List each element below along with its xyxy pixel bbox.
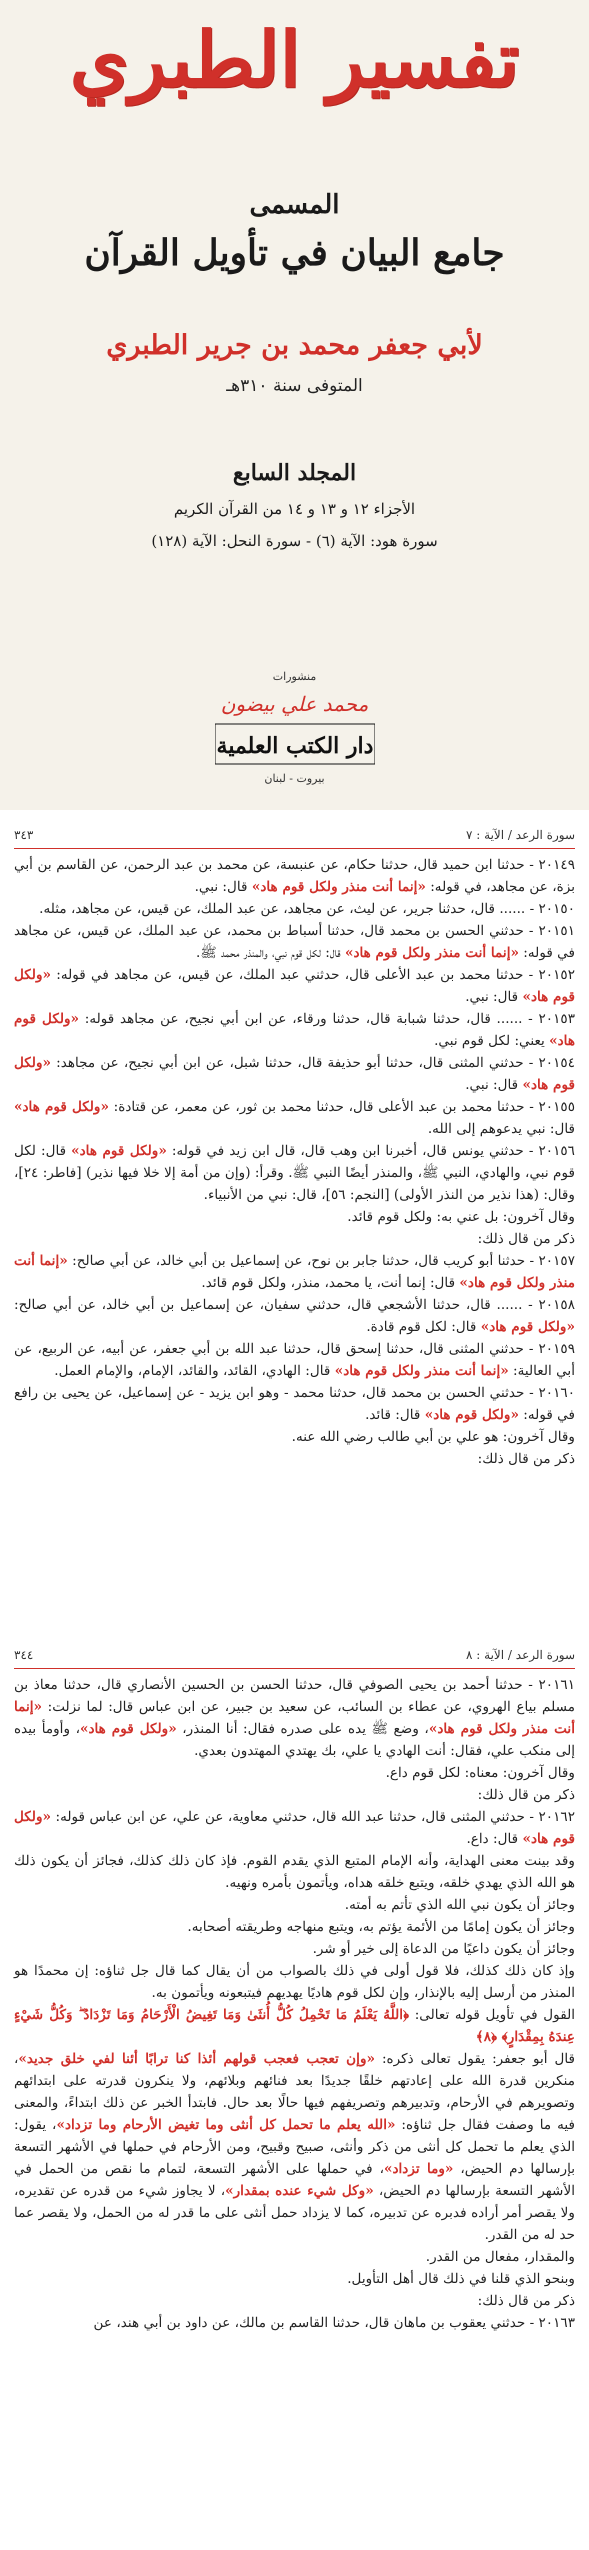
text-run: قال: إنما أنت، يا محمد، منذر، ولكل قوم قائد. xyxy=(201,1275,460,1292)
quran-quote: «ولكل قوم هاد» xyxy=(79,1721,177,1738)
page-body-text xyxy=(14,1674,575,2334)
title-page xyxy=(0,0,589,810)
text-run: وقال آخرون: معناه: لكل قوم داع. xyxy=(385,1765,575,1782)
page-number: ٣٤٣ xyxy=(14,828,34,842)
text-run: قال: نبي يدعوهم إلى الله. xyxy=(427,1121,575,1138)
text-run: ٢٠١٥٤ - حدثني المثنى قال، حدثنا أبو حذيفة قال، حدثنا شبل، عن ابن أبي نجيح، عن مجاهد: xyxy=(51,1055,575,1072)
quran-quote: «إنما أنت منذر ولكل قوم هاد» xyxy=(334,1363,509,1380)
text-run: ٢٠١٥١ - حدثني الحسن بن محمد قال، حدثنا أسباط بن محمد، عن عبد الملك، عن قيس، عن مجاهد في قوله: xyxy=(14,923,575,962)
text-paragraph xyxy=(14,1894,575,1916)
text-run: قال أبو جعفر: يقول تعالى ذكره: xyxy=(375,2051,575,2068)
publisher-city: بيروت - لبنان xyxy=(264,772,325,785)
text-run: وبنحو الذي قلنا في ذلك قال أهل التأويل. xyxy=(347,2271,575,2288)
text-run: ، وضع ﷺ يده على صدره فقال: أنا المنذر، xyxy=(176,1721,429,1738)
text-paragraph xyxy=(14,854,575,898)
text-run: وجائز أن يكون إمامًا من الأئمة يؤتم به، ويتبع منهاجه وطريقته أصحابه. xyxy=(187,1919,575,1936)
text-run: ٢٠١٥٨ - ...... قال، حدثنا الأشجعي قال، حدثني سفيان، عن إسماعيل بن أبي خالد، عن أبي صالح: xyxy=(14,1297,575,1314)
author-death-note: المتوفى سنة ٣١٠هـ xyxy=(226,376,363,396)
text-paragraph xyxy=(14,2290,575,2312)
text-paragraph xyxy=(14,1008,575,1052)
quran-quote: «ولكل قوم هاد» xyxy=(14,1011,575,1050)
page-number: ٣٤٤ xyxy=(14,1648,34,1662)
text-paragraph xyxy=(14,1382,575,1426)
text-run: ذكر من قال ذلك: xyxy=(477,1787,575,1804)
text-page-343 xyxy=(0,820,589,1615)
quran-quote: «إنما أنت منذر ولكل قوم هاد» xyxy=(14,1699,575,1738)
quran-quote: «ولكل قوم هاد» xyxy=(480,1319,575,1336)
author-name: لأبي جعفر محمد بن جرير الطبري xyxy=(106,330,483,361)
text-run: وقد بينت معنى الهداية، وأنه الإمام المتبع الذي يقدم القوم. فإذ كان ذلك كذلك، فجائز أن يكون ذلك هو الله الذي يهدي خلقه، ويتبع خلقه هداه، ويأتمون بأمره ونهيه. xyxy=(14,1853,575,1892)
text-run: والمقدار، مفعال من القدر. xyxy=(425,2249,575,2266)
page-header xyxy=(14,828,575,848)
page-gap xyxy=(0,1615,589,1640)
text-run: ٢٠١٦٣ - حدثني يعقوب بن ماهان قال، حدثنا القاسم بن مالك، عن داود بن أبي هند، عن xyxy=(93,2315,575,2332)
text-run: قال: نبي. xyxy=(194,879,252,896)
quran-quote: «ولكل قوم هاد» xyxy=(14,1099,109,1116)
text-page-344 xyxy=(0,1640,589,2550)
text-paragraph xyxy=(14,1784,575,1806)
text-run: ذكر من قال ذلك: xyxy=(477,1451,575,1468)
quran-quote: «وما تزداد» xyxy=(383,2161,454,2178)
quran-quote: «الله يعلم ما تحمل كل أنثى وما تغيض الأرحام وما تزداد» xyxy=(56,2117,396,2134)
text-run: قال: لكل قوم نبي، والمنذر محمد ﷺ. xyxy=(195,945,345,962)
publisher-signature: محمد علي بيضون xyxy=(220,692,369,716)
text-paragraph xyxy=(14,920,575,964)
surah-range-label: سورة هود: الآية (٦) - سورة النحل: الآية (١٢٨) xyxy=(151,532,438,550)
text-run: ، وأومأ بيده إلى منكب علي، فقال: أنت الهادي يا علي، بك يهتدي المهتدون بعدي. xyxy=(14,1721,575,1760)
text-run: قال: لكل قوم قادة. xyxy=(366,1319,481,1336)
text-run: وقال آخرون: هو علي بن أبي طالب رضي الله عنه. xyxy=(291,1429,575,1446)
text-paragraph xyxy=(14,1426,575,1448)
header-surah-label: سورة الرعد / الآية : ٨ xyxy=(466,1648,575,1662)
text-paragraph xyxy=(14,1674,575,1762)
header-surah-label: سورة الرعد / الآية : ٧ xyxy=(466,828,575,842)
text-paragraph xyxy=(14,1916,575,1938)
text-paragraph xyxy=(14,1228,575,1250)
text-paragraph xyxy=(14,1250,575,1294)
text-run: ٢٠١٥٧ - حدثنا أبو كريب قال، حدثنا جابر بن نوح، عن إسماعيل بن أبي خالد، عن أبي صالح: xyxy=(67,1253,576,1270)
text-run: قال: قائد. xyxy=(365,1407,425,1424)
text-run: قال: نبي. xyxy=(465,1077,523,1094)
text-run: ذكر من قال ذلك: xyxy=(477,2293,575,2310)
parts-label: الأجزاء ١٢ و ١٣ و ١٤ من القرآن الكريم xyxy=(173,500,416,518)
text-paragraph xyxy=(14,2312,575,2334)
publisher-label: منشورات xyxy=(272,670,317,683)
text-run: ، يقول: الذي يعلم ما تحمل كل أنثى من ذكر وأنثى، صبيح وقبيح، ومن الأرحام في حملها في الأشهر التسعة بإرسالها دم الحيض، xyxy=(14,2117,576,2178)
text-paragraph xyxy=(14,964,575,1008)
text-run: ٢٠١٥٣ - ...... قال، حدثنا شبابة قال، حدثنا ورقاء، عن ابن أبي نجيح، عن مجاهد قوله: xyxy=(79,1011,575,1028)
quran-quote: «ولكل قوم هاد» xyxy=(424,1407,519,1424)
text-run: ، لا يجاوز شيء من قدره عن تقديره، ولا يقصر أمر أراده فدبره عن تدبيره، كما لا يزداد حمل أنثى على ما قدر له من الحمل، ولا يقصر عما حد له من القدر. xyxy=(14,2183,575,2244)
text-run: قال: الهادي، القائد، والقائد، الإمام، والإمام العمل. xyxy=(54,1363,335,1380)
page-gap xyxy=(0,810,589,820)
quran-quote: «ولكل قوم هاد» xyxy=(14,1055,575,1094)
book-main-title: تفسير الطبري xyxy=(69,15,520,104)
text-paragraph xyxy=(14,1448,575,1470)
text-paragraph xyxy=(14,1806,575,1850)
text-paragraph xyxy=(14,898,575,920)
text-paragraph xyxy=(14,1052,575,1096)
text-run: وقال آخرون: بل عني به: ولكل قوم قائد. xyxy=(347,1209,575,1226)
text-run: وجائز أن يكون داعيًا من الدعاة إلى خير أو شر. xyxy=(312,1941,575,1958)
text-paragraph xyxy=(14,1762,575,1784)
text-run: ، منكرين قدرة الله على إعادتهم خلقًا جديدًا بعد فنائهم وبلائهم، ولا ينكرون قدرته على ابتدائهم وتصويرهم في الأرحام، وتدبيرهم وتصريفهم فيها حالًا بعد حال. فابتدأ الخبر عن ذلك ابتداءً، والمعنى فيه ما وصفت فقال جل ثناؤه: xyxy=(14,2051,575,2134)
text-paragraph xyxy=(14,2268,575,2290)
text-run: يعني: لكل قوم نبي. xyxy=(434,1033,550,1050)
quran-quote: «ولكل قوم هاد» xyxy=(14,967,575,1006)
text-run: قال: لكل قوم نبي، والهادي، النبي ﷺ، والمنذر أيضًا النبي ﷺ. وقرأ: (وإن من أمة إلا خلا فيها نذير) [فاطر: ٢٤]، وقال: (هذا نذير من النذر الأولى) [النجم: ٥٦]، قال: نبي من الأنبياء. xyxy=(14,1143,575,1204)
text-paragraph xyxy=(14,1294,575,1338)
text-run: ٢٠١٥٦ - حدثني يونس قال، أخبرنا ابن وهب قال، قال ابن زيد في قوله: xyxy=(166,1143,575,1160)
quran-quote: «إنما أنت منذر ولكل قوم هاد» xyxy=(14,1253,575,1292)
text-run: ٢٠١٦٢ - حدثني المثنى قال، حدثنا عبد الله قال، حدثني معاوية، عن علي، عن ابن عباس قوله: xyxy=(51,1809,575,1826)
named-label: المسمى xyxy=(249,190,340,220)
text-paragraph xyxy=(14,1096,575,1140)
publisher-name: دار الكتب العلمية xyxy=(216,733,374,759)
header-rule xyxy=(14,1668,575,1669)
quran-quote: ﴿اللَّهُ يَعْلَمُ مَا تَحْمِلُ كُلُّ أُنثَىٰ وَمَا تَغِيضُ الْأَرْحَامُ وَمَا تَزْدَادُ ۖ وَكُلُّ شَيْءٍ عِندَهُ بِمِقْدَارٍ﴾ ﴿٨﴾ xyxy=(14,2007,575,2046)
text-paragraph xyxy=(14,1140,575,1206)
text-run: ٢٠١٥٩ - حدثني المثنى قال، حدثنا إسحق قال، حدثنا عبد الله بن أبي جعفر، عن أبيه، عن الربيع، عن أبي العالية: xyxy=(14,1341,575,1380)
volume-label: المجلد السابع xyxy=(232,460,357,486)
text-paragraph xyxy=(14,2246,575,2268)
quran-quote: «ولكل قوم هاد» xyxy=(71,1143,167,1160)
text-run: وجائز أن يكون نبي الله الذي تأتم به أمته. xyxy=(344,1897,575,1914)
publisher-logo xyxy=(215,716,375,770)
page-header xyxy=(14,1648,575,1668)
quran-quote: «إنما أنت منذر ولكل قوم هاد» xyxy=(251,879,426,896)
quran-quote: «ولكل قوم هاد» xyxy=(14,1809,575,1848)
text-paragraph xyxy=(14,1938,575,1960)
quran-quote: «وكل شيء عنده بمقدار» xyxy=(225,2183,374,2200)
header-rule xyxy=(14,848,575,849)
quran-quote: «إنما أنت منذر ولكل قوم هاد» xyxy=(344,945,519,962)
text-run: ٢٠١٦١ - حدثنا أحمد بن يحيى الصوفي قال، حدثنا الحسن بن الحسين الأنصاري قال، حدثنا معاذ بن مسلم بياع الهروي، عن عطاء بن السائب، عن سعيد بن جبير، عن ابن عباس قال: لما نزلت: xyxy=(14,1677,575,1716)
text-paragraph xyxy=(14,1338,575,1382)
text-run: ، في حملها على الأشهر التسعة، لتمام ما نقص من الحمل في الأشهر التسعة بإرسالها دم الحيض، xyxy=(14,2161,575,2200)
text-run: ٢٠١٥٠ - ...... قال، حدثنا جرير، عن ليث، عن مجاهد، عن عبد الملك، عن قيس، عن مجاهد، مثله. xyxy=(39,901,575,918)
text-paragraph xyxy=(14,2004,575,2048)
text-run: قال: داع. xyxy=(466,1831,523,1848)
text-paragraph xyxy=(14,1206,575,1228)
text-run: القول في تأويل قوله تعالى: xyxy=(409,2007,575,2024)
text-paragraph xyxy=(14,2048,575,2246)
text-run: ٢٠١٤٩ - حدثنا ابن حميد قال، حدثنا حكام، عن عنبسة، عن محمد بن عبد الرحمن، عن القاسم بن أبي بزة، عن مجاهد، في قوله: xyxy=(14,857,575,896)
quran-quote: «وإن تعجب فعجب قولهم أئذا كنا ترابًا أئنا لفي خلق جديد» xyxy=(18,2051,376,2068)
text-run: ٢٠١٥٥ - حدثنا محمد بن عبد الأعلى قال، حدثنا محمد بن ثور، عن معمر، عن قتادة: xyxy=(109,1099,575,1116)
text-run: ٢٠١٦٠ - حدثني الحسن بن محمد قال، حدثنا محمد - وهو ابن يزيد - عن إسماعيل، عن يحيى بن رافع في قوله: xyxy=(14,1385,575,1424)
book-full-name: جامع البيان في تأويل القرآن xyxy=(84,232,505,274)
text-run: وإذ كان ذلك كذلك، فلا قول أولى في ذلك بالصواب من أن يقال كما قال جل ثناؤه: إن محمدًا هو المنذر من أرسل إليه بالإنذار، وإن لكل قوم هاديًا يهديهم فيتبعونه ويأتمون به. xyxy=(14,1963,575,2002)
page-body-text xyxy=(14,854,575,1470)
text-run: قال: نبي. xyxy=(465,989,523,1006)
text-run: ذكر من قال ذلك: xyxy=(477,1231,575,1248)
text-paragraph xyxy=(14,1850,575,1894)
text-run: ٢٠١٥٢ - حدثنا محمد بن عبد الأعلى قال، حدثني عبد الملك، عن قيس، عن مجاهد في قوله: xyxy=(51,967,575,984)
text-paragraph xyxy=(14,1960,575,2004)
